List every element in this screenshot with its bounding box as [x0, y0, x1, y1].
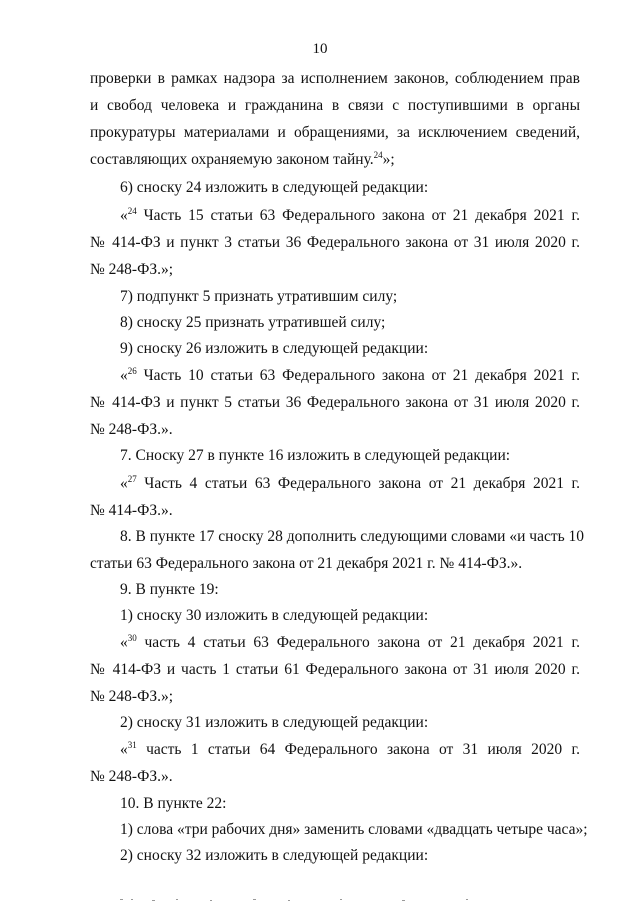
text-line — [90, 416, 580, 443]
text-fragment: 6) сноску 24 изложить в следующей редакции: — [120, 179, 429, 196]
text-line — [120, 174, 580, 201]
text-fragment: « — [120, 475, 128, 492]
text-line — [120, 602, 580, 629]
text-fragment: № 248-ФЗ.». — [90, 768, 173, 785]
text-fragment: № 248-ФЗ.»; — [90, 261, 174, 278]
text-line — [90, 256, 580, 283]
text-fragment: 9) сноску 26 изложить в следующей редакции: — [120, 340, 429, 357]
text-fragment: № 248-ФЗ.». — [90, 421, 173, 438]
text-fragment: 7) подпункт 5 признать утратившим силу; — [120, 288, 398, 305]
text-line — [90, 92, 580, 119]
text-line — [90, 389, 580, 416]
text-line — [120, 283, 580, 310]
text-fragment: 1) сноску 30 изложить в следующей редакции: — [120, 607, 429, 624]
text-fragment: 1) слова «три рабочих дня» заменить словами «двадцать четыре часа»; — [120, 821, 588, 838]
text-fragment: « — [120, 634, 128, 651]
text-fragment: № 414-ФЗ.». — [90, 502, 173, 519]
text-fragment: прокуратуры материалами и обращениями, за исключением сведений, — [90, 124, 580, 141]
text-line — [120, 335, 580, 362]
text-fragment: 9. В пункте 19: — [120, 581, 219, 598]
text-fragment: проверки в рамках надзора за исполнением законов, соблюдением прав — [90, 70, 580, 87]
text-fragment: составляющих охраняемую законом тайну. — [90, 151, 374, 168]
text-line — [120, 790, 580, 817]
text-line — [120, 816, 588, 843]
text-fragment: »; — [382, 151, 395, 168]
text-line — [120, 736, 580, 763]
text-line — [120, 523, 585, 550]
text-line — [90, 656, 580, 683]
text-fragment: часть 1 статьи 64 Федерального закона от 31 июля 2020 г. — [136, 741, 580, 758]
text-line — [120, 709, 580, 736]
footnote-marker: 26 — [127, 366, 137, 376]
text-fragment: № 414-ФЗ и часть 1 статьи 61 Федерального закона от 31 июля 2020 г. — [90, 661, 580, 678]
text-line — [120, 470, 580, 497]
text-line — [90, 119, 580, 146]
text-line — [120, 442, 580, 469]
text-fragment: Часть 4 статьи 63 Федерального закона от 21 декабря 2021 г. — [136, 475, 580, 492]
text-line — [90, 497, 580, 524]
text-fragment: № 248-ФЗ.»; — [90, 688, 174, 705]
text-fragment: № 414-ФЗ и пункт 3 статьи 36 Федерального закона от 31 июля 2020 г. — [90, 234, 580, 251]
text-fragment: « — [120, 207, 128, 224]
text-line — [90, 229, 580, 256]
text-fragment: 2) сноску 32 изложить в следующей редакции: — [120, 847, 429, 864]
text-line — [120, 576, 580, 603]
text-fragment: « — [120, 367, 128, 384]
text-fragment: 8. В пункте 17 сноску 28 дополнить следующими словами «и часть 10 — [120, 528, 585, 545]
text-line — [90, 763, 580, 790]
text-line — [90, 550, 580, 577]
text-fragment: № 414-ФЗ и пункт 5 статьи 36 Федерального закона от 31 июля 2020 г. — [90, 394, 580, 411]
text-line — [120, 629, 580, 656]
footnote-marker: 24 — [127, 206, 137, 216]
text-fragment: статьи 63 Федерального закона от 21 декабря 2021 г. № 414-ФЗ.». — [90, 555, 523, 572]
text-fragment: 8) сноску 25 признать утратившей силу; — [120, 314, 386, 331]
text-line — [90, 683, 580, 710]
text-line — [90, 65, 580, 92]
footnote-marker: 27 — [127, 474, 137, 484]
text-fragment: и свобод человека и гражданина в связи с поступившими в органы — [90, 97, 580, 114]
scan-edge-speckles — [0, 893, 640, 905]
footnote-marker: 24 — [373, 150, 383, 160]
text-line — [120, 362, 580, 389]
page-number: 10 — [312, 41, 328, 57]
text-fragment: Часть 10 статьи 63 Федерального закона от 21 декабря 2021 г. — [136, 367, 580, 384]
text-line — [120, 309, 580, 336]
text-line — [90, 146, 580, 173]
text-line — [120, 842, 580, 869]
text-fragment: Часть 15 статьи 63 Федерального закона от 21 декабря 2021 г. — [136, 207, 580, 224]
text-fragment: часть 4 статьи 63 Федерального закона от 21 декабря 2021 г. — [136, 634, 580, 651]
footnote-marker: 31 — [127, 740, 137, 750]
text-line — [120, 202, 580, 229]
text-fragment: 10. В пункте 22: — [120, 795, 227, 812]
text-fragment: 7. Сноску 27 в пункте 16 изложить в следующей редакции: — [120, 447, 511, 464]
text-fragment: 2) сноску 31 изложить в следующей редакции: — [120, 714, 429, 731]
footnote-marker: 30 — [127, 633, 137, 643]
text-fragment: « — [120, 741, 128, 758]
